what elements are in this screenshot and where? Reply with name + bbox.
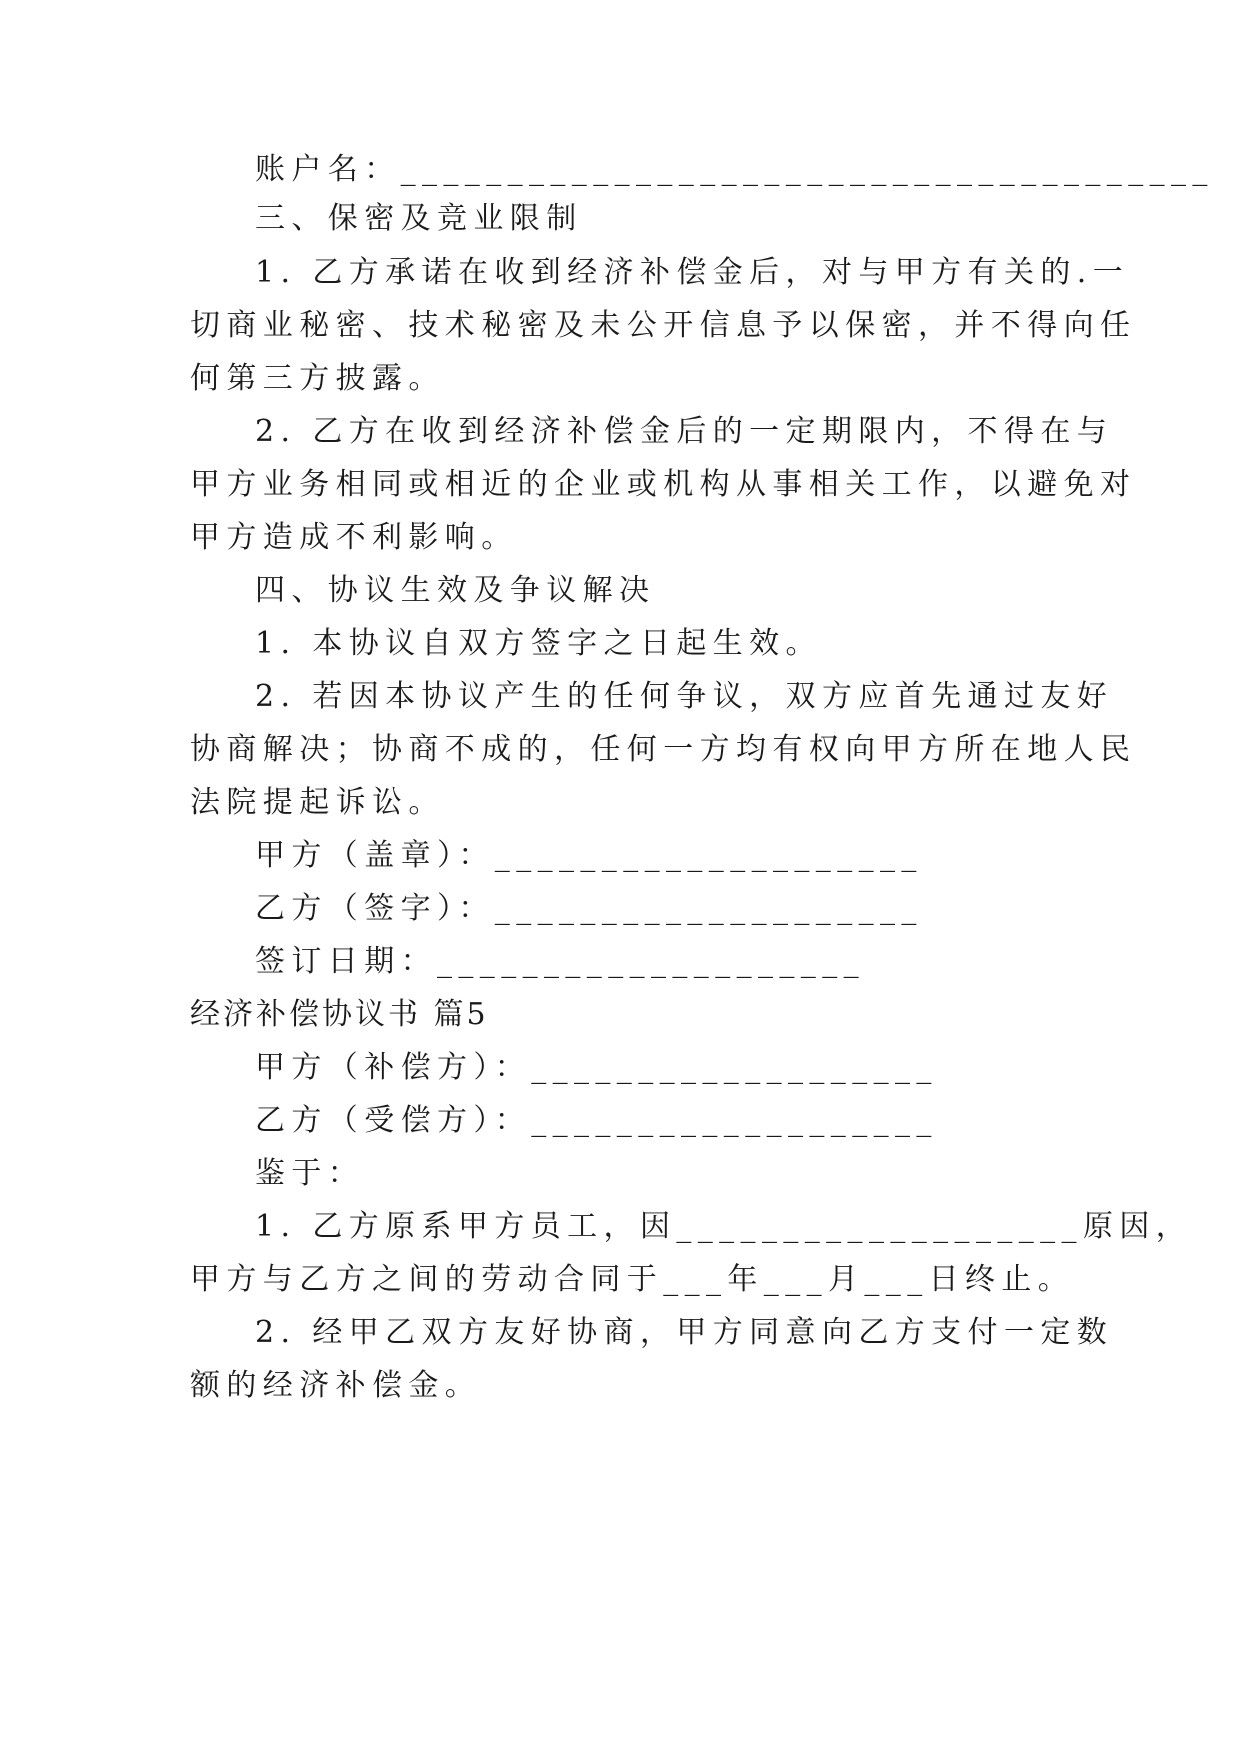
party-a-seal-field: 甲方（盖章）：____________________: [255, 838, 923, 873]
party-b-signature-field: 乙方（签字）：____________________: [255, 891, 923, 926]
document-title: 经济补偿协议书 篇5: [190, 997, 489, 1032]
section-heading-effectiveness: 四、协议生效及争议解决: [255, 573, 656, 608]
paragraph-line: 甲方与乙方之间的劳动合同于___年___月___日终止。: [190, 1262, 1075, 1297]
paragraph-line: 甲方造成不利影响。: [190, 520, 518, 555]
account-name-field: 账户名：______________________________________: [255, 152, 1214, 187]
paragraph-line: 2. 乙方在收到经济补偿金后的一定期限内，不得在与: [255, 414, 1114, 449]
paragraph-line: 甲方业务相同或相近的企业或机构从事相关工作，以避免对: [190, 467, 1137, 502]
paragraph-line: 协商解决；协商不成的，任何一方均有权向甲方所在地人民: [190, 732, 1137, 767]
paragraph-line: 2. 若因本协议产生的任何争议，双方应首先通过友好: [255, 679, 1114, 714]
paragraph-line: 法院提起诉讼。: [190, 785, 445, 820]
whereas-heading: 鉴于：: [255, 1156, 365, 1191]
paragraph-line: 切商业秘密、技术秘密及未公开信息予以保密，并不得向任: [190, 308, 1137, 343]
signing-date-field: 签订日期：____________________: [255, 944, 865, 979]
section-heading-confidentiality: 三、保密及竞业限制: [255, 201, 583, 236]
paragraph-line: 1. 本协议自双方签字之日起生效。: [255, 626, 822, 661]
party-b-recipient-field: 乙方（受偿方）：___________________: [255, 1103, 938, 1138]
paragraph-line: 2. 经甲乙双方友好协商，甲方同意向乙方支付一定数: [255, 1315, 1114, 1350]
paragraph-line: 1. 乙方承诺在收到经济补偿金后，对与甲方有关的.一: [255, 255, 1130, 290]
paragraph-line: 额的经济补偿金。: [190, 1368, 482, 1403]
paragraph-line: 何第三方披露。: [190, 361, 445, 396]
party-a-compensator-field: 甲方（补偿方）：___________________: [255, 1050, 938, 1085]
paragraph-line: 1. 乙方原系甲方员工，因___________________原因，: [255, 1209, 1193, 1244]
